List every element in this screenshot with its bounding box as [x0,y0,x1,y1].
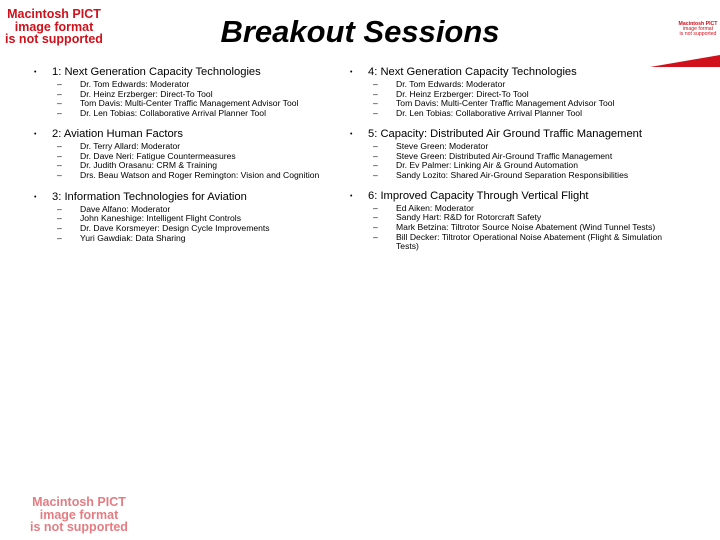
session-item-text: Sandy Lozito: Shared Air-Ground Separation Responsibilities [396,169,629,180]
session-item-text: Steve Green: Moderator [396,140,489,151]
bullet-icon: • [34,130,37,138]
session-heading-text: 2: Aviation Human Factors [52,127,183,140]
dash-icon: – [373,169,378,180]
dash-icon: – [57,98,62,109]
session-item-text: Dr. Len Tobias: Collaborative Arrival Planner Tool [80,108,266,119]
session-item-text: Mark Betzina: Tiltrotor Source Noise Abatement (Wind Tunnel Tests) [396,222,656,233]
session-item-text: John Kaneshige: Intelligent Flight Controls [80,213,241,224]
session-item-text: Tom Davis: Multi-Center Traffic Management Advisor Tool [80,98,299,109]
dash-icon: – [373,88,378,99]
session-block [30,128,340,181]
placeholder-line: Macintosh PICT [32,495,126,509]
session-item-text: Dr. Dave Neri: Fatigue Countermeasures [80,150,236,161]
session-item-text: Dave Alfano: Moderator [80,203,171,214]
bullet-icon: • [350,69,353,76]
dash-icon: – [57,140,62,151]
placeholder-line: is not supported [30,520,128,534]
session-heading [346,66,676,79]
dash-icon: – [57,79,62,89]
session-heading-text: 6: Improved Capacity Through Vertical Flight [368,189,589,202]
session-heading [346,190,676,203]
session-block [30,66,340,119]
placeholder-line: is not supported [679,31,717,38]
placeholder-line: image format [14,19,94,34]
dash-icon: – [373,140,378,151]
placeholder-line: image format [682,26,714,33]
session-item-text: Yuri Gawdiak: Data Sharing [80,232,186,243]
dash-icon: – [57,232,62,243]
bullet-icon: • [350,192,353,200]
session-item-text: Drs. Beau Watson and Roger Remington: Vision and Cognition [80,169,320,180]
session-items [30,205,340,244]
session-items [30,80,340,119]
dash-icon: – [373,150,378,161]
dash-icon: – [373,222,378,233]
dash-icon: – [57,150,62,161]
dash-icon: – [57,223,62,234]
session-item [57,234,340,244]
bullet-icon: • [34,193,37,201]
session-item-text: Dr. Heinz Erzberger: Direct-To Tool [80,88,213,99]
session-item-text: Tom Davis: Multi-Center Traffic Management Advisor Tool [396,98,615,109]
dash-icon: – [57,169,62,180]
bullet-icon: • [350,130,353,138]
session-item-text: Dr. Terry Allard: Moderator [80,140,181,151]
dash-icon: – [57,108,62,119]
session-block [30,191,340,244]
session-item [57,109,340,119]
session-heading [30,128,340,141]
session-block [346,66,676,119]
dash-icon: – [373,98,378,109]
dash-icon: – [57,213,62,224]
session-heading-text: 4: Next Generation Capacity Technologies [368,66,577,78]
session-items [346,80,676,119]
bullet-icon: • [34,69,37,76]
dash-icon: – [373,160,378,171]
session-heading-text: 1: Next Generation Capacity Technologies [52,66,261,78]
session-heading [30,191,340,204]
session-item [373,109,676,119]
dash-icon: – [373,202,378,213]
dash-icon: – [57,160,62,171]
session-item-text: Dr. Tom Edwards: Moderator [80,79,190,89]
session-item-text: Dr. Heinz Erzberger: Direct-To Tool [396,88,529,99]
dash-icon: – [373,231,378,242]
session-item-text: Steve Green: Distributed Air-Ground Traffic Management [396,150,613,161]
session-block [346,190,676,253]
dash-icon: – [57,203,62,214]
session-item [57,171,340,181]
placeholder-line: Macintosh PICT [7,7,101,21]
dash-icon: – [373,108,378,119]
session-heading [30,66,340,79]
session-heading-text: 5: Capacity: Distributed Air Ground Traffic Management [368,127,643,140]
placeholder-line: image format [39,507,119,522]
session-items [346,204,676,253]
session-item [373,233,676,252]
session-block [346,128,676,181]
session-item-text: Dr. Judith Orasanu: CRM & Training [80,160,218,171]
dash-icon: – [373,79,378,89]
session-item [373,171,676,181]
placeholder-line: is not supported [5,32,103,46]
session-item-text: Dr. Ev Palmer: Linking Air & Ground Automation [396,160,578,171]
session-item-text: Bill Decker: Tiltrotor Operational Noise Abatement (Flight & Simulation Tests) [396,231,663,252]
session-items [30,142,340,181]
placeholder-line: Macintosh PICT [678,21,718,27]
session-item-text: Dr. Dave Korsmeyer: Design Cycle Improvements [80,223,270,234]
pict-placeholder-bottom-left [4,496,154,534]
dash-icon: – [57,88,62,99]
session-heading [346,128,676,141]
sessions-column-right [346,66,676,261]
session-item-text: Dr. Tom Edwards: Moderator [396,79,506,89]
session-item-text: Ed Aiken: Moderator [396,202,474,213]
dash-icon: – [373,212,378,223]
session-item-text: Sandy Hart: R&D for Rotorcraft Safety [396,212,542,223]
session-item-text: Dr. Len Tobias: Collaborative Arrival Planner Tool [396,108,582,119]
slide-title: Breakout Sessions [220,14,500,49]
session-heading-text: 3: Information Technologies for Aviation [52,190,247,203]
session-items [346,142,676,181]
sessions-column-left [30,66,340,252]
